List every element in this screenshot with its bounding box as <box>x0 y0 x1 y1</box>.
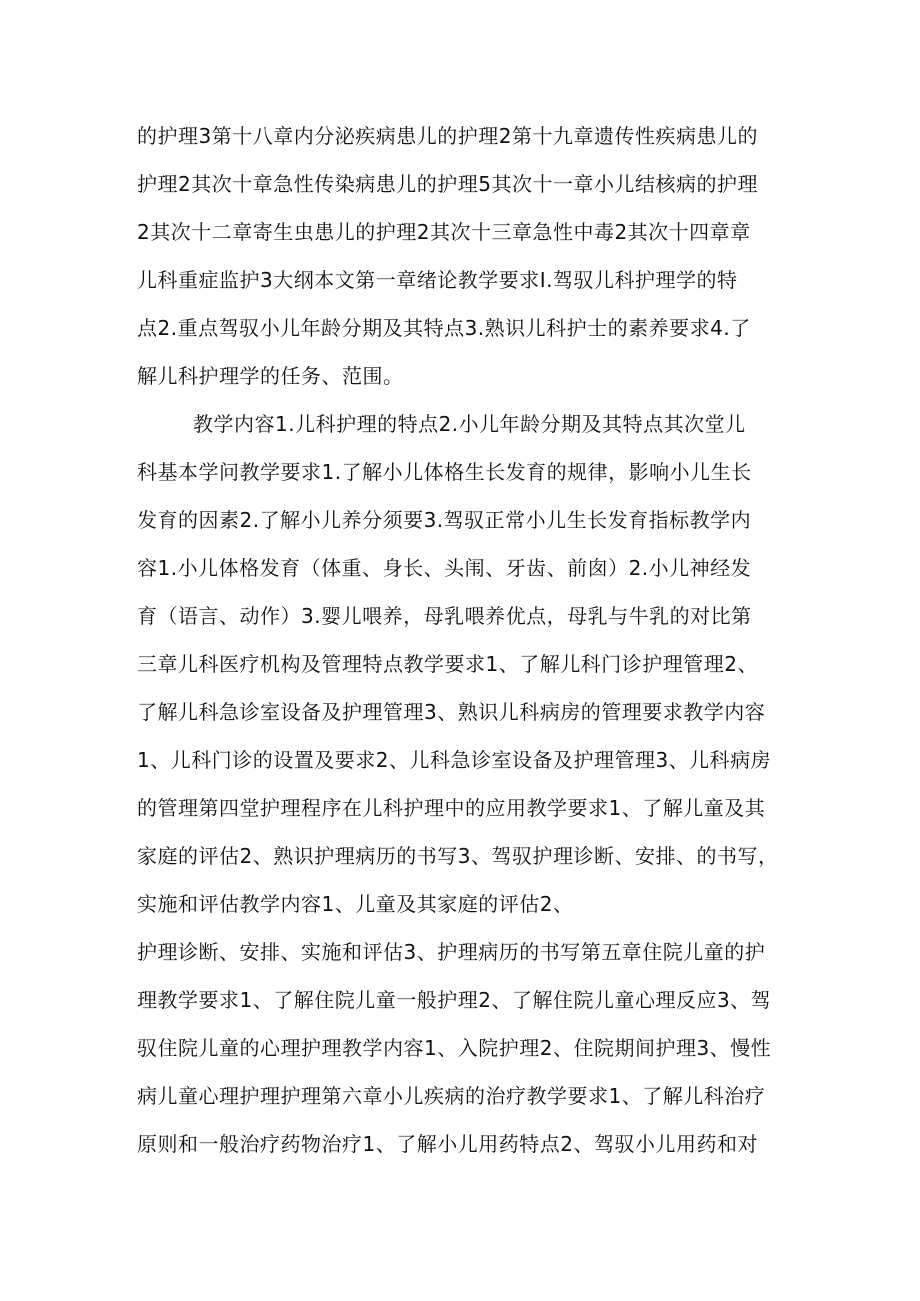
text-line: 的护理3第十八章内分泌疾病患儿的护理2第十九章遗传性疾病患儿的 <box>137 124 758 148</box>
text-line: 解儿科护理学的任务、范围。 <box>137 364 404 388</box>
text-line: 的管理第四堂护理程序在儿科护理中的应用教学要求1、了解儿童及其 <box>137 796 766 820</box>
text-line: 1、儿科门诊的设置及要求2、儿科急诊室设备及护理管理3、儿科病房 <box>137 748 772 772</box>
text-line: 育（语言、动作）3.婴儿喂养，母乳喂养优点，母乳与牛乳的对比第 <box>137 604 752 628</box>
text-line: 驭住院儿童的心理护理教学内容1、入院护理2、住院期间护理3、慢性 <box>137 1036 772 1060</box>
text-line: 三章儿科医疗机构及管理特点教学要求1、了解儿科门诊护理管理2、 <box>137 652 758 676</box>
text-line: 发育的因素2.了解小儿养分须要3.驾驭正常小儿生长发育指标教学内 <box>137 508 752 532</box>
text-line: 点2.重点驾驭小儿年龄分期及其特点3.熟识儿科护士的素养要求4.了 <box>137 316 751 340</box>
text-line: 科基本学问教学要求1.了解小儿体格生长发育的规律，影响小儿生长 <box>137 460 752 484</box>
text-line: 病儿童心理护理护理第六章小儿疾病的治疗教学要求1、了解儿科治疗 <box>137 1084 766 1108</box>
paragraph-1 <box>137 112 787 400</box>
text-line: 容1.小儿体格发育（体重、身长、头闱、牙齿、前囱）2.小儿神经发 <box>137 556 752 580</box>
paragraph-2 <box>137 400 787 1168</box>
text-line: 儿科重症监护3大纲本文第一章绪论教学要求I.驾驭儿科护理学的特 <box>137 268 738 292</box>
text-line: 教学内容1.儿科护理的特点2.小儿年龄分期及其特点其次堂儿 <box>193 412 746 436</box>
text-line: 了解儿科急诊室设备及护理管理3、熟识儿科病房的管理要求教学内容 <box>137 700 766 724</box>
text-line: 2其次十二章寄生虫患儿的护理2其次十三章急性中毒2其次十四章章 <box>137 220 751 244</box>
text-line: 实施和评估教学内容1、儿童及其家庭的评估2、 <box>137 892 574 916</box>
text-line: 护理2其次十章急性传染病患儿的护理5其次十一章小儿结核病的护理 <box>137 172 758 196</box>
text-line: 护理诊断、安排、实施和评估3、护理病历的书写第五章住院儿童的护 <box>137 940 766 964</box>
text-line: 理教学要求1、了解住院儿童一般护理2、了解住院儿童心理反应3、驾 <box>137 988 772 1012</box>
text-line: 家庭的评估2、熟识护理病历的书写3、驾驭护理诊断、安排、的书写， <box>137 844 779 868</box>
text-line: 原则和一般治疗药物治疗1、了解小儿用药特点2、驾驭小儿用药和对 <box>137 1132 758 1156</box>
